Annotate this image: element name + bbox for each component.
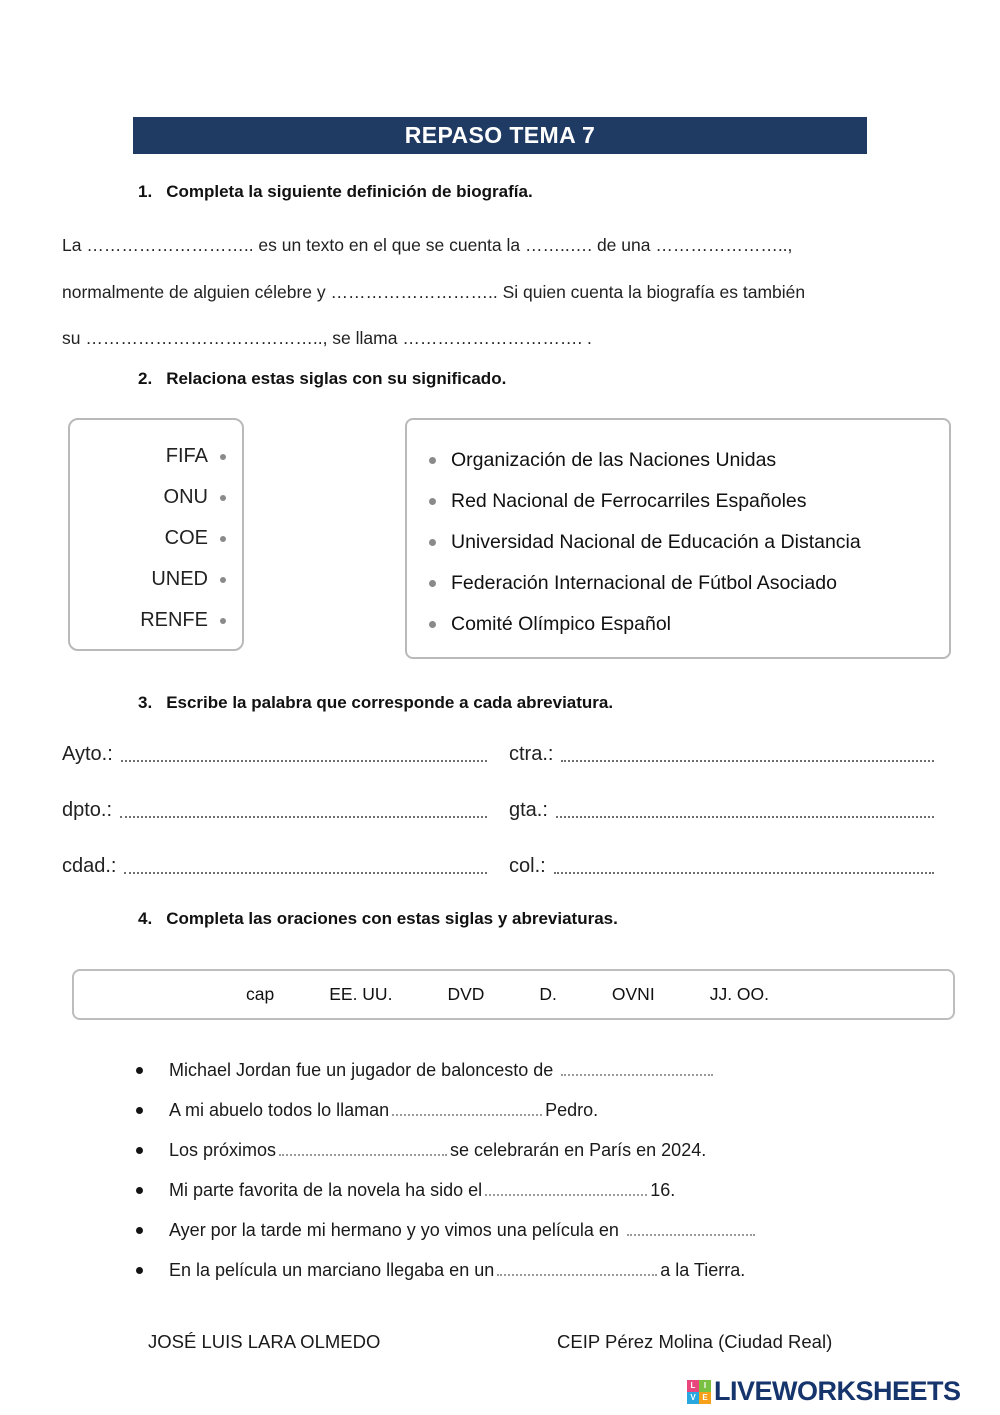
meanings-box [405, 418, 951, 659]
answer-blank[interactable] [561, 758, 934, 762]
bullet-dot [136, 1267, 143, 1274]
sentence-post: 16. [650, 1179, 676, 1200]
meaning-item [429, 481, 933, 522]
exercise1-heading [138, 182, 533, 202]
abbreviation-pair [509, 855, 938, 878]
meaning-label: Federación Internacional de Fútbol Asociado [451, 572, 837, 594]
connector-dot[interactable] [429, 580, 436, 587]
paragraph-line: La ……………………….. es un texto en el que se cuenta la ……..…. de una ………………….., [62, 235, 793, 255]
meaning-item [429, 563, 933, 604]
abbreviation-label: gta.: [509, 799, 548, 821]
logo-cell: E [699, 1392, 711, 1404]
word-bank-item: EE. UU. [329, 984, 393, 1004]
abbreviation-pair [509, 799, 938, 822]
abbreviation-row [62, 852, 938, 878]
sigla-label: ONU [163, 486, 208, 508]
answer-blank[interactable] [485, 1181, 647, 1196]
siglas-box [68, 418, 244, 651]
meaning-item [429, 440, 933, 481]
logo-cell: L [687, 1380, 699, 1392]
sigla-item [70, 559, 242, 600]
sentence-item [136, 1090, 976, 1130]
logo-cell: I [699, 1380, 711, 1392]
footer-school: CEIP Pérez Molina (Ciudad Real) [557, 1331, 833, 1352]
sentence-pre: Ayer por la tarde mi hermano y yo vimos una película en [169, 1219, 624, 1240]
sentence-item [136, 1130, 976, 1170]
abbreviation-pair [62, 799, 491, 822]
connector-dot[interactable] [220, 618, 226, 624]
abbreviation-pair [62, 855, 491, 878]
exercise3-heading [138, 693, 613, 713]
footer-author: JOSÉ LUIS LARA OLMEDO [148, 1331, 381, 1352]
sigla-label: RENFE [140, 609, 208, 631]
word-bank-item: D. [539, 984, 557, 1004]
answer-blank[interactable] [120, 814, 487, 818]
sentence-pre: En la película un marciano llegaba en un [169, 1259, 495, 1280]
word-bank-item: DVD [447, 984, 485, 1004]
answer-blank[interactable] [121, 758, 487, 762]
answer-blank[interactable] [627, 1221, 755, 1236]
paragraph-line: normalmente de alguien célebre y ……………………….. Si quien cuenta la biografía es también [62, 281, 806, 302]
exercise1-paragraph [62, 222, 942, 362]
sentence-text [169, 1140, 706, 1161]
exercise1-number: 1. [138, 182, 153, 201]
abbreviation-row [62, 740, 938, 766]
word-bank [72, 969, 955, 1020]
liveworksheets-grid-icon [687, 1380, 711, 1404]
sentence-text [169, 1260, 745, 1281]
worksheet-title: REPASO TEMA 7 [404, 122, 596, 148]
answer-blank[interactable] [554, 870, 934, 874]
answer-blank[interactable] [561, 1061, 713, 1076]
bullet-dot [136, 1107, 143, 1114]
word-bank-item: cap [246, 984, 275, 1004]
exercise2-heading-text: Relaciona estas siglas con su significado. [166, 369, 507, 388]
meaning-label: Comité Olímpico Español [451, 613, 672, 635]
meaning-label: Red Nacional de Ferrocarriles Españoles [451, 490, 807, 512]
abbreviation-pair [509, 743, 938, 766]
answer-blank[interactable] [279, 1141, 447, 1156]
sentence-pre: Mi parte favorita de la novela ha sido el [169, 1179, 483, 1200]
sentence-text [169, 1220, 758, 1241]
connector-dot[interactable] [220, 577, 226, 583]
answer-blank[interactable] [556, 814, 934, 818]
sigla-label: FIFA [165, 445, 208, 467]
exercise2-number: 2. [138, 369, 153, 388]
answer-blank[interactable] [124, 870, 487, 874]
sentence-pre: A mi abuelo todos lo llaman [169, 1099, 390, 1120]
paragraph-line: su ………………………………….., se llama …………………………. . [62, 328, 592, 348]
abbreviation-label: col.: [509, 855, 546, 877]
sentence-pre: Los próximos [169, 1139, 277, 1160]
meaning-label: Universidad Nacional de Educación a Distancia [451, 531, 861, 553]
sigla-label: UNED [151, 568, 208, 590]
liveworksheets-wordmark: LIVEWORKSHEETS [714, 1376, 961, 1406]
sigla-item [70, 600, 242, 641]
connector-dot[interactable] [220, 536, 226, 542]
connector-dot[interactable] [429, 498, 436, 505]
abbreviation-pair [62, 743, 491, 766]
sentence-post: a la Tierra. [660, 1259, 746, 1280]
abbreviation-label: ctra.: [509, 743, 554, 765]
sentence-item [136, 1210, 976, 1250]
exercise2-heading [138, 369, 506, 389]
sentence-item [136, 1250, 976, 1290]
sigla-label: COE [164, 527, 208, 549]
bullet-dot [136, 1187, 143, 1194]
abbreviation-label: dpto.: [62, 799, 113, 821]
connector-dot[interactable] [429, 621, 436, 628]
answer-blank[interactable] [392, 1101, 542, 1116]
meaning-item [429, 522, 933, 563]
sigla-item [70, 436, 242, 477]
exercise3-number: 3. [138, 693, 153, 712]
connector-dot[interactable] [429, 539, 436, 546]
abbreviation-label: cdad.: [62, 855, 117, 877]
bullet-dot [136, 1227, 143, 1234]
connector-dot[interactable] [220, 454, 226, 460]
connector-dot[interactable] [429, 457, 436, 464]
exercise4-heading [138, 909, 618, 929]
abbreviation-label: Ayto.: [62, 743, 113, 765]
sentences-list [136, 1050, 976, 1290]
exercise4-heading-text: Completa las oraciones con estas siglas y abreviaturas. [166, 909, 618, 928]
exercise1-heading-text: Completa la siguiente definición de biografía. [166, 182, 533, 201]
exercise4-number: 4. [138, 909, 153, 928]
bullet-dot [136, 1067, 143, 1074]
exercise3-heading-text: Escribe la palabra que corresponde a cada abreviatura. [166, 693, 614, 712]
answer-blank[interactable] [497, 1261, 657, 1276]
abbreviation-row [62, 796, 938, 822]
meaning-label: Organización de las Naciones Unidas [451, 449, 777, 471]
liveworksheets-logo [687, 1376, 961, 1407]
meaning-item [429, 604, 933, 645]
bullet-dot [136, 1147, 143, 1154]
sentence-text [169, 1180, 675, 1201]
connector-dot[interactable] [220, 495, 226, 501]
sigla-item [70, 518, 242, 559]
word-bank-item: OVNI [611, 984, 655, 1004]
logo-cell: V [687, 1392, 699, 1404]
sentence-item [136, 1050, 976, 1090]
worksheet-title-bar [133, 117, 867, 154]
sigla-item [70, 477, 242, 518]
sentence-item [136, 1170, 976, 1210]
sentence-pre: Michael Jordan fue un jugador de baloncesto de [169, 1059, 559, 1080]
word-bank-item: JJ. OO. [709, 984, 769, 1004]
sentence-text [169, 1100, 598, 1121]
sentence-post: se celebrarán en París en 2024. [450, 1139, 707, 1160]
sentence-text [169, 1060, 716, 1081]
sentence-post: Pedro. [545, 1099, 599, 1120]
